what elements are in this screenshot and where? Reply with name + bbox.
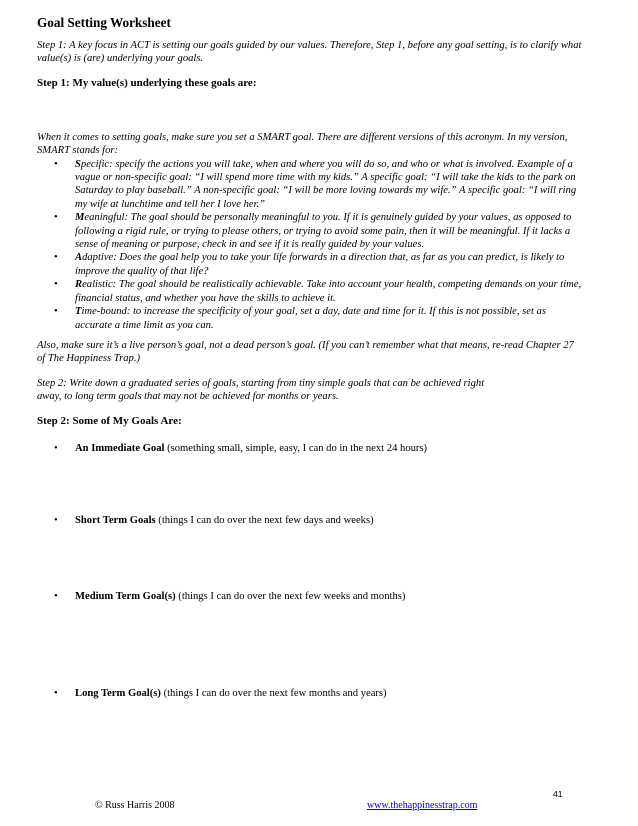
goal-medium-term — [37, 590, 583, 603]
goal-immediate — [37, 442, 583, 455]
smart-item-realistic — [37, 278, 583, 305]
smart-item-meaningful — [37, 211, 583, 251]
goal-desc: (things I can do over the next few months and years) — [160, 687, 387, 699]
smart-letter: S — [75, 158, 81, 170]
step2-intro-line2: away, to long term goals that may not be achieved for months or years. — [37, 391, 339, 403]
worksheet-page — [37, 14, 583, 700]
bullet-icon: • — [54, 687, 58, 699]
goal-name: Short Term Goals — [75, 514, 156, 526]
goal-name: Medium Term Goal(s) — [75, 591, 176, 603]
goal-name: An Immediate Goal — [75, 442, 165, 454]
smart-letter: R — [75, 279, 83, 291]
step1-intro: Step 1: A key focus in ACT is setting our goals guided by our values. Therefore, Step 1, before any goal setting, is to clarify what value(s) is (are) underlying your goals. — [37, 40, 582, 65]
smart-letter: T — [75, 306, 82, 318]
page-number: 41 — [553, 789, 563, 799]
footer-copyright: © Russ Harris 2008 — [95, 800, 175, 811]
smart-text: daptive: Does the goal help you to take your life forwards in a direction that, as far as you can predict, is likely to improve the quality of that life? — [75, 252, 565, 277]
bullet-icon: • — [54, 442, 58, 454]
bullet-icon: • — [54, 252, 58, 264]
smart-text: ealistic: The goal should be realistically achievable. Take into account your health, competing demands on your time, financial status, and whether you have the skills to achieve it. — [75, 279, 582, 304]
bullet-icon: • — [54, 279, 58, 291]
smart-item-timebound — [37, 305, 583, 332]
goal-short-term — [37, 514, 583, 527]
footer-website-link[interactable]: www.thehappinesstrap.com — [367, 800, 478, 811]
smart-text: ime-bound: to increase the specificity of your goal, set a day, date and time for it. If this is not possible, set as accurate a time limit as you can. — [75, 306, 546, 331]
smart-item-adaptive — [37, 251, 583, 278]
smart-letter: M — [75, 212, 85, 224]
goal-long-term — [37, 687, 583, 700]
goals-list — [37, 442, 583, 701]
bullet-icon: • — [54, 306, 58, 318]
smart-list — [37, 158, 583, 332]
bullet-icon: • — [54, 591, 58, 603]
smart-letter: A — [75, 252, 83, 264]
step2-intro-line1: Step 2: Write down a graduated series of goals, starting from tiny simple goals that can be achieved right — [37, 377, 485, 389]
page-title: Goal Setting Worksheet — [37, 15, 171, 30]
smart-item-specific — [37, 158, 583, 212]
goal-desc: (things I can do over the next few days and weeks) — [155, 514, 374, 526]
bullet-icon: • — [54, 514, 58, 526]
smart-text: pecific: specify the actions you will take, when and where you will do so, and who or what is involved. Example of a vague or non-specific goal: “I will spend more time with my kids.” A specific goal: “I will take the kids to the park on Saturday to play baseball.” A non-specific goal: “I will be more loving towards my wife.” A specific goal: “I will ring my wife at lunchtime and tell her I love her.” — [75, 158, 577, 210]
smart-text: eaningful: The goal should be personally meaningful to you. If it is genuinely guided by your values, as opposed to following a rigid rule, or trying to please others, or trying to avoid some pain, then it will be meaningful. If it lacks a sense of meaning or purpose, check in and see if it is really guided by your values. — [75, 212, 572, 251]
step1-heading: Step 1: My value(s) underlying these goals are: — [37, 76, 257, 89]
goal-name: Long Term Goal(s) — [75, 687, 161, 699]
step2-heading: Step 2: Some of My Goals Are: — [37, 414, 182, 427]
goal-desc: (something small, simple, easy, I can do in the next 24 hours) — [164, 442, 428, 454]
step2-intro — [37, 377, 583, 404]
smart-intro: When it comes to setting goals, make sure you set a SMART goal. There are different versions of this acronym. In my version, SMART stands for: — [37, 131, 568, 157]
bullet-icon: • — [54, 212, 58, 224]
goal-desc: (things I can do over the next few weeks and months) — [175, 591, 406, 603]
bullet-icon: • — [54, 158, 58, 170]
live-goal-note: Also, make sure it’s a live person’s goal, not a dead person’s goal. (If you can’t remember what that means, re-read Chapter 27 of The Happiness Trap.) — [37, 339, 574, 365]
